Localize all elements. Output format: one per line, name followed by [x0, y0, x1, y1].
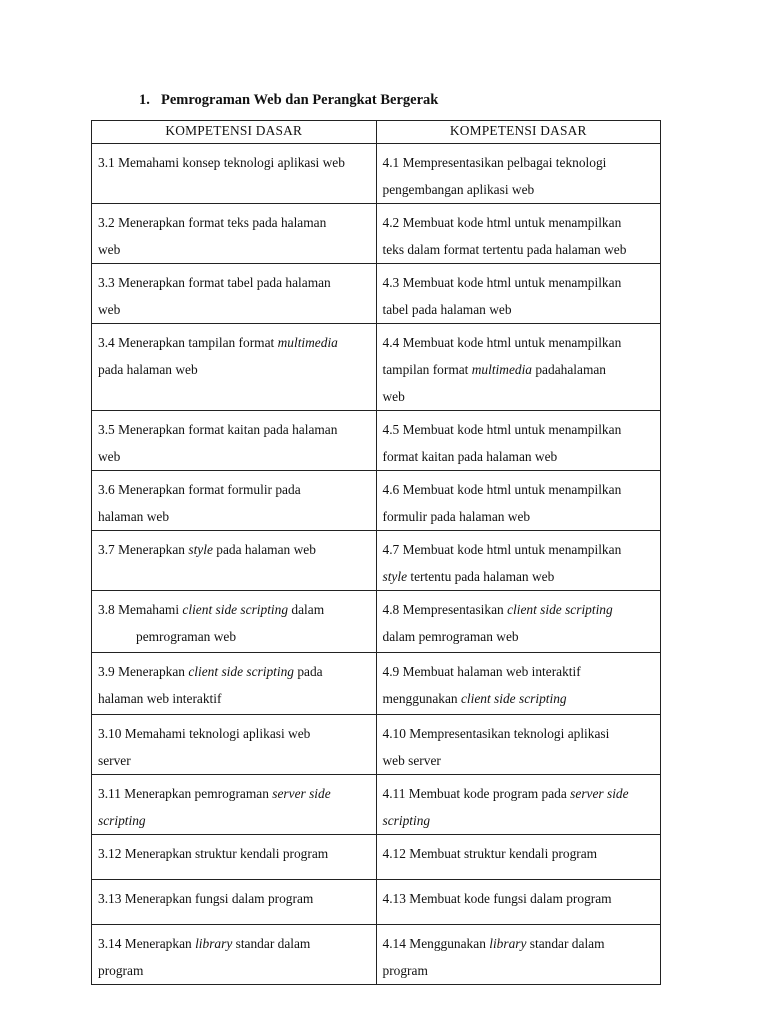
line-text: standar dalam	[232, 936, 311, 951]
line-text: tampilan format	[382, 362, 472, 377]
cell-line: 4.4 Membuat kode html untuk menampilkan	[382, 335, 622, 350]
cell-line: format kaitan pada halaman web	[382, 449, 558, 464]
table-row	[92, 715, 661, 775]
cell-line: 4.5 Membuat kode html untuk menampilkan	[382, 422, 622, 437]
line-italic-term: client side scripting	[460, 691, 567, 706]
cell-line	[383, 563, 661, 590]
line-text: dalam	[288, 602, 325, 617]
line-text: 3.4 Menerapkan tampilan format	[98, 335, 278, 350]
cell-line: dalam pemrograman web	[382, 629, 519, 644]
line-italic-term: multimedia	[277, 335, 338, 350]
cell-line: 4.12 Membuat struktur kendali program	[382, 846, 598, 861]
table-row	[92, 144, 661, 204]
table-row	[92, 204, 661, 264]
cell-line: 4.6 Membuat kode html untuk menampilkan	[382, 482, 622, 497]
line-italic-term: library	[489, 936, 527, 951]
line-italic-term: scripting	[98, 813, 146, 828]
table-row	[92, 471, 661, 531]
line-text: tertentu pada halaman web	[407, 569, 555, 584]
cell-line	[98, 780, 376, 807]
basic-competency-4	[376, 531, 661, 591]
line-italic-term: client side scripting	[507, 602, 613, 617]
cell-line: 4.7 Membuat kode html untuk menampilkan	[382, 542, 622, 557]
basic-competency-4	[376, 591, 661, 653]
basic-competency-3	[92, 324, 377, 411]
cell-line: 3.12 Menerapkan struktur kendali program	[98, 846, 329, 861]
basic-competency-4	[376, 835, 661, 880]
section-title: Pemrograman Web dan Perangkat Bergerak	[161, 92, 439, 108]
section-number: 1.	[139, 92, 150, 108]
cell-line	[98, 930, 376, 957]
table-row	[92, 775, 661, 835]
table-row	[92, 653, 661, 715]
cell-line: 4.9 Membuat halaman web interaktif	[382, 664, 581, 679]
line-italic-term: style	[382, 569, 408, 584]
basic-competency-3	[92, 411, 377, 471]
cell-line: 3.1 Memahami konsep teknologi aplikasi web	[98, 155, 345, 170]
cell-line: web	[98, 302, 121, 317]
line-text: 3.7 Menerapkan	[98, 542, 189, 557]
cell-line	[383, 780, 661, 807]
cell-line: tabel pada halaman web	[382, 302, 512, 317]
basic-competency-4	[376, 925, 661, 985]
table-row	[92, 531, 661, 591]
cell-line: 4.2 Membuat kode html untuk menampilkan	[382, 215, 622, 230]
cell-line: web	[98, 242, 121, 257]
basic-competency-4	[376, 204, 661, 264]
basic-competency-3	[92, 775, 377, 835]
line-text: 3.11 Menerapkan pemrograman	[98, 786, 273, 801]
line-italic-term: style	[188, 542, 213, 557]
line-italic-term: client side scripting	[188, 664, 294, 679]
table-row	[92, 835, 661, 880]
line-text: pada halaman web	[212, 542, 316, 557]
cell-line: pemrograman web	[136, 629, 237, 644]
cell-line: 4.13 Membuat kode fungsi dalam program	[382, 891, 612, 906]
line-text: 3.8 Memahami	[98, 602, 183, 617]
cell-line: program	[98, 963, 144, 978]
cell-line	[98, 807, 376, 834]
table-row	[92, 880, 661, 925]
basic-competency-4	[376, 775, 661, 835]
cell-line	[98, 536, 376, 563]
basic-competency-3	[92, 715, 377, 775]
basic-competency-3	[92, 835, 377, 880]
line-italic-term: library	[195, 936, 233, 951]
basic-competency-3	[92, 880, 377, 925]
cell-line: teks dalam format tertentu pada halaman web	[382, 242, 627, 257]
cell-line: pada halaman web	[98, 362, 198, 377]
line-text: 4.14 Menggunakan	[382, 936, 490, 951]
line-italic-term: multimedia	[471, 362, 533, 377]
line-text: 3.9 Menerapkan	[98, 664, 189, 679]
basic-competency-3	[92, 264, 377, 324]
basic-competency-3	[92, 204, 377, 264]
cell-line: 4.3 Membuat kode html untuk menampilkan	[382, 275, 622, 290]
cell-line: program	[382, 963, 428, 978]
cell-line: 4.1 Mempresentasikan pelbagai teknologi	[382, 155, 607, 170]
column-header-right: KOMPETENSI DASAR	[376, 121, 661, 144]
table-row	[92, 591, 661, 653]
cell-line: halaman web interaktif	[98, 691, 222, 706]
cell-line	[383, 356, 661, 383]
line-italic-term: server side	[570, 786, 629, 801]
basic-competency-3	[92, 531, 377, 591]
cell-line: 3.2 Menerapkan format teks pada halaman	[98, 215, 327, 230]
cell-line: 3.6 Menerapkan format formulir pada	[98, 482, 301, 497]
cell-line: web server	[382, 753, 441, 768]
basic-competency-4	[376, 715, 661, 775]
cell-line: 3.5 Menerapkan format kaitan pada halaman	[98, 422, 338, 437]
cell-line: pengembangan aplikasi web	[382, 182, 535, 197]
column-header-left: KOMPETENSI DASAR	[92, 121, 377, 144]
basic-competency-3	[92, 591, 377, 653]
cell-line: 3.13 Menerapkan fungsi dalam program	[98, 891, 314, 906]
cell-line	[383, 685, 661, 712]
basic-competency-4	[376, 324, 661, 411]
line-text: standar dalam	[526, 936, 605, 951]
table-header-row	[92, 121, 661, 144]
basic-competency-3	[92, 471, 377, 531]
cell-line	[383, 807, 661, 834]
cell-line: formulir pada halaman web	[382, 509, 531, 524]
cell-line	[98, 596, 376, 623]
cell-line	[98, 658, 376, 685]
cell-line: web	[382, 389, 405, 404]
cell-line	[98, 329, 376, 356]
basic-competency-4	[376, 653, 661, 715]
line-text: menggunakan	[382, 691, 461, 706]
table-row	[92, 925, 661, 985]
basic-competency-4	[376, 880, 661, 925]
cell-line: 3.10 Memahami teknologi aplikasi web	[98, 726, 311, 741]
line-text: 4.8 Mempresentasikan	[382, 602, 508, 617]
line-text: padahalaman	[532, 362, 606, 377]
basic-competency-3	[92, 144, 377, 204]
basic-competency-4	[376, 411, 661, 471]
basic-competency-3	[92, 925, 377, 985]
basic-competency-4	[376, 471, 661, 531]
cell-line: server	[98, 753, 131, 768]
cell-line: halaman web	[98, 509, 170, 524]
line-text: 4.11 Membuat kode program pada	[382, 786, 571, 801]
basic-competency-3	[92, 653, 377, 715]
line-text: pada	[293, 664, 323, 679]
basic-competency-4	[376, 264, 661, 324]
cell-line: 4.10 Mempresentasikan teknologi aplikasi	[382, 726, 610, 741]
line-italic-term: server side	[272, 786, 331, 801]
cell-line: 3.3 Menerapkan format tabel pada halaman	[98, 275, 331, 290]
line-text: 3.14 Menerapkan	[98, 936, 196, 951]
table-row	[92, 324, 661, 411]
cell-line: web	[98, 449, 121, 464]
section-heading	[139, 92, 438, 109]
line-italic-term: scripting	[382, 813, 431, 828]
cell-line	[383, 930, 661, 957]
competency-table	[91, 120, 661, 985]
cell-line	[383, 596, 661, 623]
table-row	[92, 411, 661, 471]
line-italic-term: client side scripting	[182, 602, 289, 617]
table-row	[92, 264, 661, 324]
basic-competency-4	[376, 144, 661, 204]
